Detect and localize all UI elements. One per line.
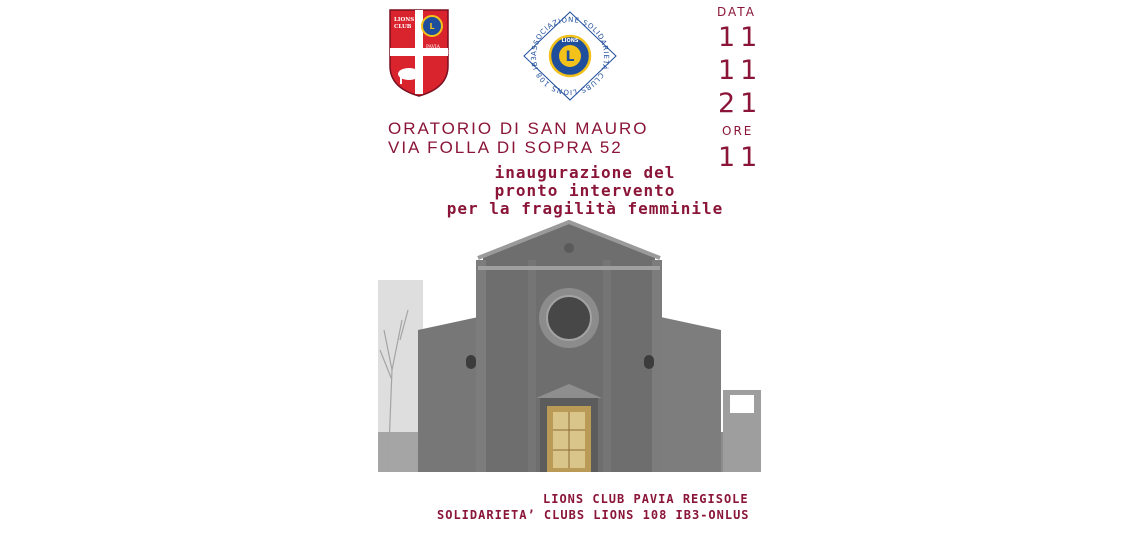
date-year: 21 (718, 88, 763, 119)
date-day: 11 (718, 22, 763, 53)
seal-center-text: LIONS (561, 38, 579, 44)
venue-name: ORATORIO DI SAN MAURO (388, 119, 649, 138)
svg-text:PAVIA: PAVIA (426, 45, 440, 50)
svg-text:L: L (429, 22, 435, 31)
footer-line-2: SOLIDARIETA’ CLUBS LIONS 108 IB3-ONLUS (437, 508, 750, 522)
event-title-line-2: pronto intervento (494, 181, 676, 200)
lions-seal-icon (518, 8, 622, 104)
event-title-line-1: inaugurazione del (494, 163, 676, 182)
lions-club-shield-icon (388, 8, 450, 98)
svg-text:REGISOLE: REGISOLE (424, 51, 450, 56)
time-label: ORE (722, 124, 754, 138)
event-title-line-3: per la fragilità femminile (446, 199, 724, 218)
seal-ring-text: ASSOCIAZIONE SOLIDARIETÀ CLUBS LIONS 108 IB3 (529, 15, 611, 97)
svg-text:L: L (565, 49, 575, 65)
date-month: 11 (718, 55, 763, 86)
time-hour: 11 (718, 142, 763, 173)
venue-address: VIA FOLLA DI SOPRA 52 (388, 138, 623, 157)
shield-top-text: LIONS (394, 17, 415, 23)
svg-text:CLUB: CLUB (394, 24, 412, 30)
church-facade-photo (378, 220, 761, 472)
date-label: DATA (717, 5, 756, 19)
lions-club-shield-logo (388, 8, 450, 98)
footer-line-1: LIONS CLUB PAVIA REGISOLE (543, 492, 749, 506)
association-seal-logo (518, 8, 622, 104)
